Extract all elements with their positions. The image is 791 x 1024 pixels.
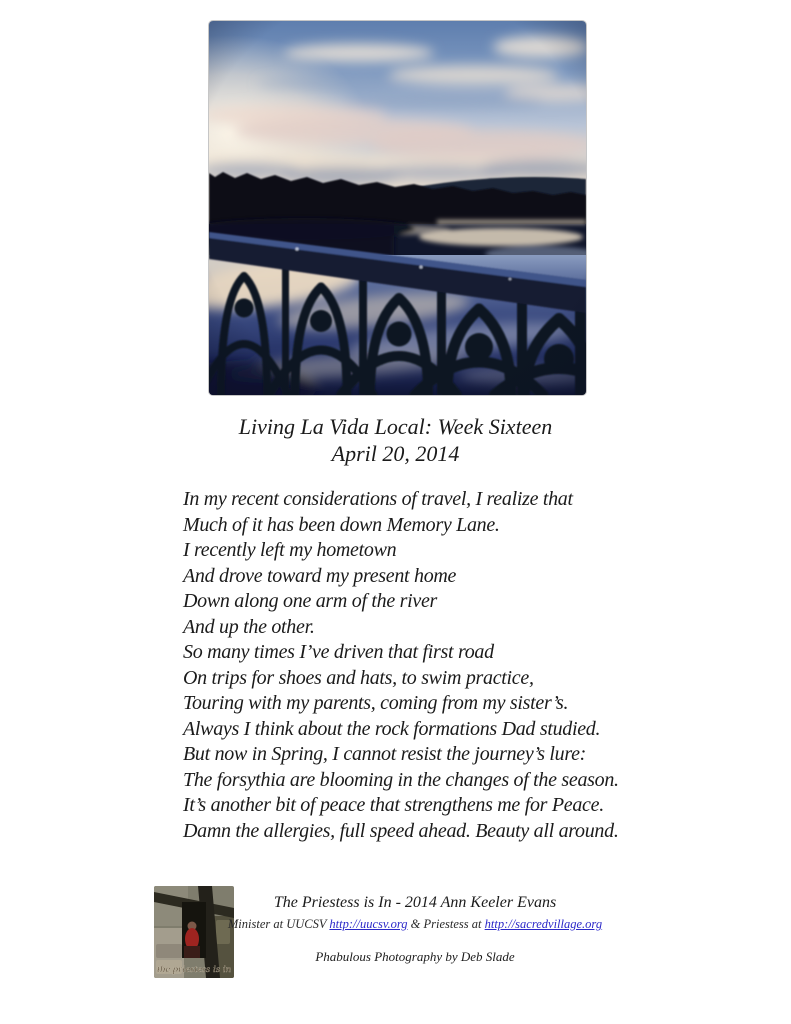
sunset-bridge-photo-art <box>209 21 586 395</box>
page-title: Living La Vida Local: Week Sixteen <box>238 414 553 439</box>
byline-middle: & Priestess at <box>407 917 485 931</box>
poem-line: Down along one arm of the river <box>183 590 438 612</box>
poem-line: In my recent considerations of travel, I realize that <box>183 488 573 510</box>
badge-caption: the priestess is in <box>157 964 232 974</box>
poem-line: And up the other. <box>183 615 315 638</box>
uucsv-link[interactable]: http://uucsv.org <box>329 917 408 931</box>
photo-credit: Phabulous Photography by Deb Slade <box>315 949 515 964</box>
photo-vignette <box>209 21 586 395</box>
poem-line: It’s another bit of peace that strengthens me for Peace. <box>183 794 604 816</box>
poem-line: Much of it has been down Memory Lane. <box>183 513 500 536</box>
footer-byline <box>155 917 675 932</box>
poem-line: The forsythia are blooming in the changes of the season. <box>183 768 619 791</box>
title-block <box>0 413 791 467</box>
poem-line: On trips for shoes and hats, to swim practice, <box>183 666 534 689</box>
poem-line: Always I think about the rock formations Dad studied. <box>183 717 601 740</box>
poem-line: And drove toward my present home <box>183 564 457 587</box>
poem-line: But now in Spring, I cannot resist the journey’s lure: <box>183 743 587 765</box>
page-date: April 20, 2014 <box>331 441 460 466</box>
poem-line: Damn the allergies, full speed ahead. Beauty all around. <box>183 819 619 842</box>
poem <box>183 487 619 844</box>
sunset-bridge-photo <box>209 21 586 395</box>
poem-line: Touring with my parents, coming from my sister’s. <box>183 692 569 714</box>
footer-title: The Priestess is In - 2014 Ann Keeler Evans <box>273 894 557 911</box>
sacredvillage-link[interactable]: http://sacredvillage.org <box>484 917 603 931</box>
footer <box>155 893 675 965</box>
poem-line: I recently left my hometown <box>183 539 397 561</box>
byline-prefix: Minister at UUCSV <box>227 917 330 931</box>
poem-line: So many times I’ve driven that first road <box>183 641 494 663</box>
